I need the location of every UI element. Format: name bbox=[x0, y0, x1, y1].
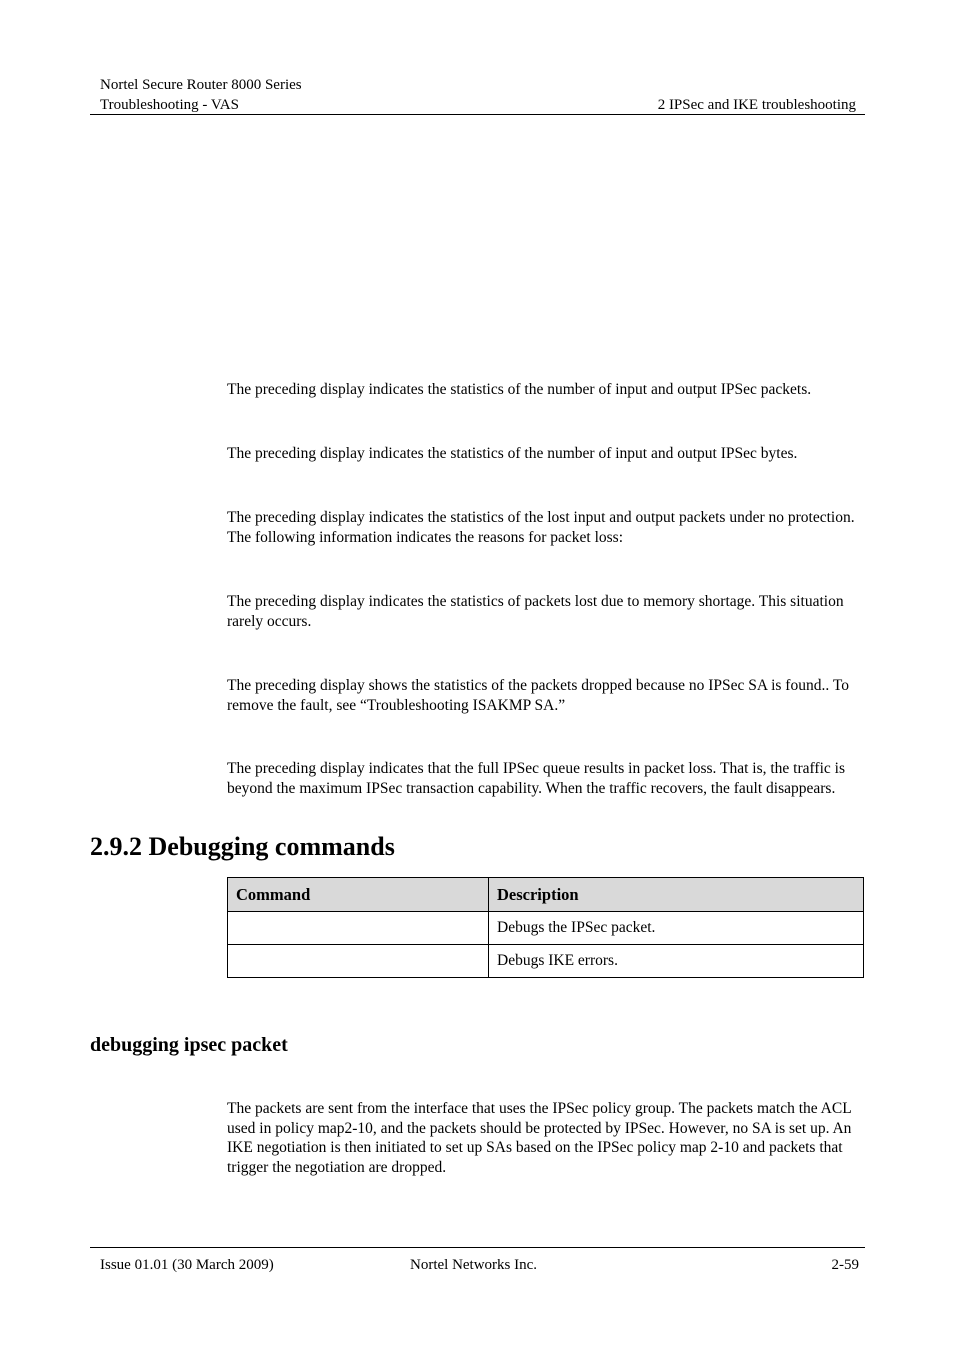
paragraph-input-output-packets: The preceding display indicates the statistics of the number of input and output IPSec packets. bbox=[227, 381, 812, 398]
section-title: 2.9.2 Debugging commands bbox=[90, 832, 395, 861]
paragraph-input-output-bytes: The preceding display indicates the statistics of the number of input and output IPSec bytes. bbox=[227, 445, 798, 462]
paragraph-memory-shortage: The preceding display indicates the statistics of packets lost due to memory shortage. This situation rarely occurs. bbox=[227, 593, 844, 630]
table-cell-command bbox=[228, 912, 489, 945]
subsection-title: debugging ipsec packet bbox=[90, 1034, 288, 1056]
table-cell-command bbox=[228, 945, 489, 978]
paragraph-queue-full: The preceding display indicates that the full IPSec queue results in packet loss. That is, the traffic is beyond the maximum IPSec transaction capability. When the traffic recovers, the fault disappears. bbox=[227, 760, 845, 797]
footer-rule bbox=[90, 1247, 865, 1248]
paragraph-debugging-description: The packets are sent from the interface that uses the IPSec policy group. The packets match the ACL used in policy map2-10, and the packets should be protected by IPSec. However, no SA is set up. An IKE negotiation is then initiated to set up SAs based on the IPSec policy map 2-10 and packets that trigger the negotiation are dropped. bbox=[227, 1100, 852, 1176]
header-rule bbox=[90, 114, 865, 115]
paragraph-lost-packets: The preceding display indicates the statistics of the lost input and output packets under no protection. The following information indicates the reasons for packet loss: bbox=[227, 509, 855, 546]
footer-company: Nortel Networks Inc. bbox=[410, 1257, 538, 1273]
table-cell-description: Debugs the IPSec packet. bbox=[489, 912, 864, 945]
column-header-command: Command bbox=[228, 878, 489, 912]
footer-page-number: 2-59 bbox=[831, 1257, 859, 1273]
table-row bbox=[228, 945, 864, 978]
table-cell-description: Debugs IKE errors. bbox=[489, 945, 864, 978]
footer-issue: Issue 01.01 (30 March 2009) bbox=[100, 1257, 274, 1273]
paragraph-no-sa: The preceding display shows the statistics of the packets dropped because no IPSec SA is found.. To remove the fault, see “Troubleshooting ISAKMP SA.” bbox=[227, 677, 849, 714]
column-header-description: Description bbox=[489, 878, 864, 912]
header-doc-title: Troubleshooting - VAS bbox=[100, 97, 239, 113]
header-product: Nortel Secure Router 8000 Series bbox=[100, 77, 302, 93]
table-header-row bbox=[228, 878, 864, 912]
header-chapter: 2 IPSec and IKE troubleshooting bbox=[657, 97, 856, 113]
debugging-commands-table bbox=[227, 877, 864, 978]
table-row bbox=[228, 912, 864, 945]
